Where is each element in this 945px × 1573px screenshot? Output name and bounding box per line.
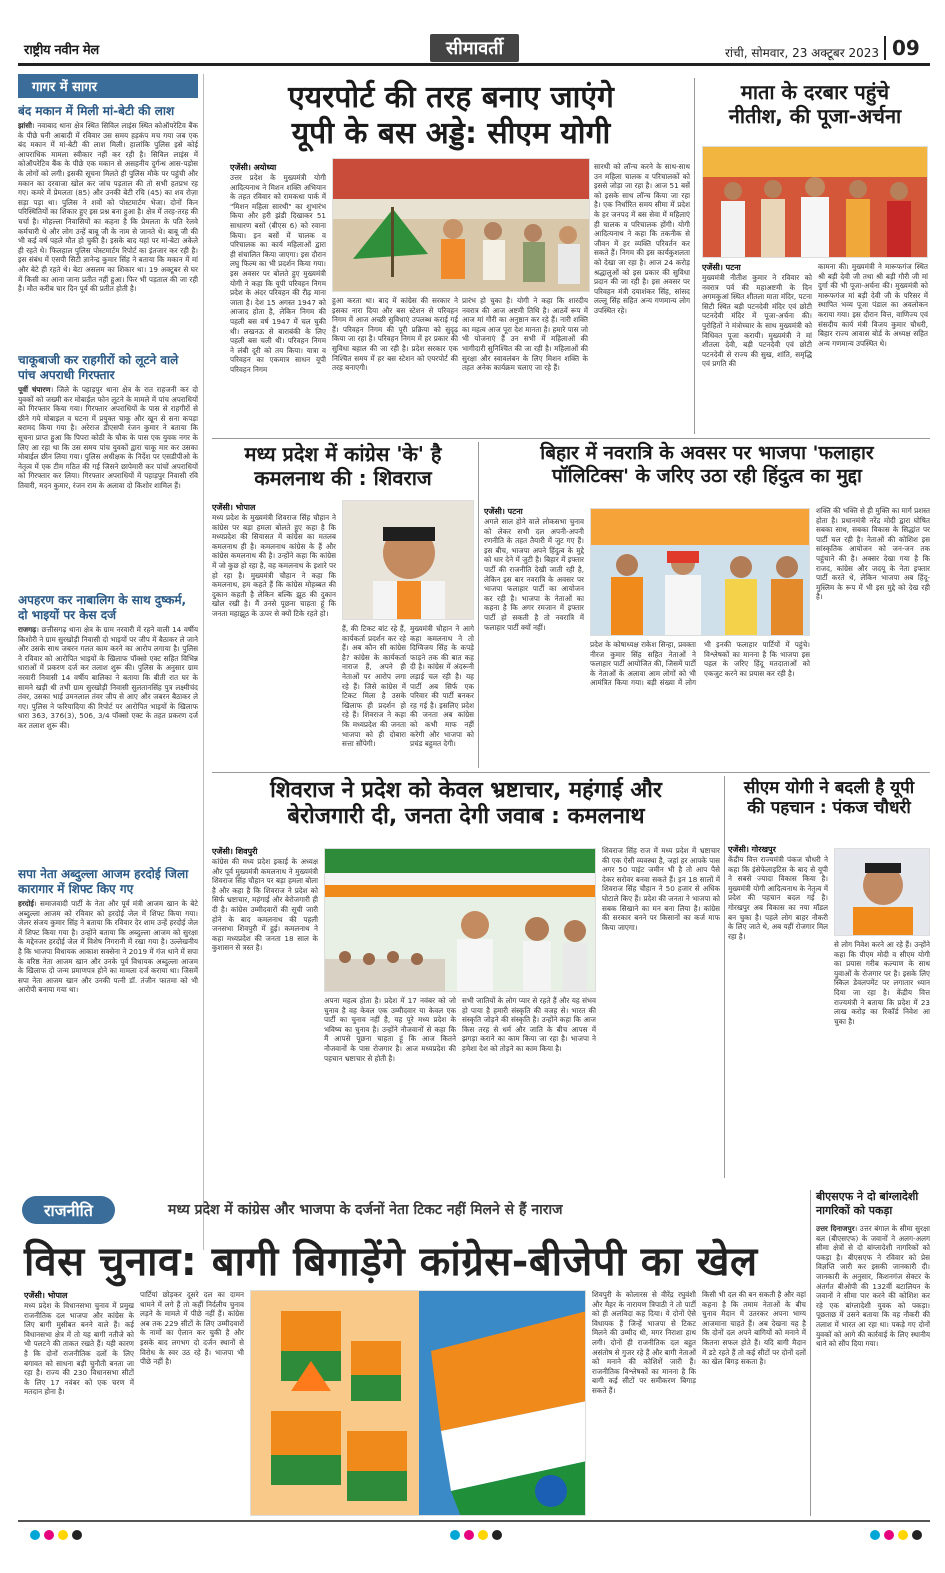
bsf-story <box>816 1190 930 1488</box>
section-rule <box>212 438 930 439</box>
politics-banner <box>18 1192 930 1226</box>
nitish-headline-line1: माता के दरबार पहुंचे <box>740 80 890 104</box>
rebels-headline: विस चुनाव: बागी बिगाड़ेंगे कांग्रेस-बीजेपी का खेल <box>24 1239 758 1285</box>
section-rule <box>212 772 930 773</box>
kamalnath-photo <box>324 848 596 992</box>
brief-story <box>18 104 198 347</box>
nitish-headline-line2: नीतीश, की पूजा-अर्चना <box>728 104 902 128</box>
politics-tag: राजनीति <box>22 1196 115 1224</box>
brief-body: झांसी। नवाबाद थाना क्षेत्र स्थित सिविल लाइंस स्थित कोऑपरेटिव बैंक के पीछे घनी आबादी में रविवार उस समय हड़कंप मच गया जब एक बंद मकान में मां-बेटी की लाश मिली। हालांकि पुलिस इसे कोई आपराधिक मामला स्वीकार नहीं कर रही है। सिविल लाइंस में कोऑपरेटिव बैंक के पीछे एक मकान से असहनीय दुर्गन्ध आस-पड़ोस के लोगों को लगी। इसकी सूचना मिलते ही पुलिस मौके पर पहुंची और मकान का दरवाजा खोल कर जांच पड़ताल की तो सभी हतप्रभ रह गए। कमरे में प्रेमलता (85) और उनकी बेटी रचि (45) का शव रोज़ा सड़ा पड़ा था। पुलिस ने शवों को पोस्टमार्टम भेजा। दोनों किन परिस्थितियों का शिकार हुए इस प्रश्न बना हुआ है। क्षेत्र में तरह-तरह की चर्चा है। मोहल्ला निवासियों का कहना है कि प्रेमलता के पति रेलवे कर्मचारी थे और लोग उन्हें बाबू जी के नाम से जानते थे। बाबू जी की भी कई वर्ष पहले मौत हो चुकी है। इसके बाद यहां पर मां-बेटा अकेले ही रहते थे। फिलहाल पुलिस पोस्टमार्टम रिपोर्ट का इंतजार कर रही है। इस संबंध में एसपी सिटी ज्ञानेन्द्र कुमार सिंह ने बताया कि मकान में मां और बेटे ही रहते थे। बेटा असलम का शिकार था। 19 अक्टूबर से घर में किसी का आना जाना प्रतीत नहीं हुआ। फिर भी पड़ताल की जा रही है। मौत करीब चार दिन पूर्व की प्रतीत होती है। <box>18 121 198 294</box>
byline: एजेंसी। पटना <box>484 507 523 516</box>
magenta-swatch <box>44 1530 54 1540</box>
brief-place: हरदोई <box>18 899 34 908</box>
bihar-col1: एजेंसी। पटना अगले साल होने वाले लोकसभा चुनाव को लेकर सभी दल अपनी-अपनी रणनीति के तहत तैयारी में जुट गए हैं। इस बीच, भाजपा अपने हिंदुत्व के मुद्दे को धार देने में जुटी है। बिहार में इफ्तार पार्टी की राजनीति देखी जाती रही है, लेकिन इस बार नवरात्रि के अवसर पर भाजपा फलाहार पार्टी का आयोजन कर रही है। भाजपा के नेताओं का कहना है कि अगर रमजान में इफ्तार पार्टी हो सकती है तो नवरात्रि में फलाहार पार्टी क्यों नहीं। <box>484 507 584 632</box>
byline: एजेंसी। अयोध्या <box>230 163 277 172</box>
brief-place: झांसी <box>18 121 33 130</box>
brief-place: राजगढ़ <box>18 625 37 634</box>
rebels-col1: एजेंसी। भोपाल मध्य प्रदेश के विधानसभा चुनाव में प्रमुख राजनीतिक दल भाजपा और कांग्रेस के लिए बागी मुसीबत बनने वाले हैं। कई विधानसभा क्षेत्र में तो यह बागी नतीजे को भी पलटने की ताकत रखते हैं। यही कारण है कि दोनों राजनीतिक दलों के लिए बगावत को साधना बड़ी चुनौती बनता जा रहा है। राज्य की 230 विधानसभा सीटों के लिए 17 नवंबर को एक चरण में मतदान होना है। <box>24 1291 134 1397</box>
byline: एजेंसी। भोपाल <box>24 1291 68 1300</box>
section-title: सीमावर्ती <box>430 34 519 62</box>
brief-story <box>18 353 198 587</box>
black-swatch <box>912 1530 922 1540</box>
dateline: रांची, सोमवार, 23 अक्टूबर 2023 <box>725 46 880 60</box>
page-number: 09 <box>884 36 920 60</box>
brief-headline: बंद मकान में मिली मां-बेटी की लाश <box>18 104 175 118</box>
column-divider <box>810 1190 811 1516</box>
bsf-body: उत्तर दिनाजपुर। उत्तर बंगाल के सीमा सुरक्षा बल (बीएसएफ) के जवानों ने अलग-अलग सीमा क्षेत्रों से दो बांग्लादेशी नागरिकों को पकड़ा है। बीएसएफ ने रविवार को प्रेस विज्ञप्ति जारी कर इसकी जानकारी दी। जानकारी के अनुसार, किशनगंज सेक्टर के अंतर्गत बीओपी की 132वीं बटालियन के जवानों ने सीमा पार करने की कोशिश कर रहे एक बांग्लादेशी युवक को पकड़ा। पूछताछ में उसने बताया कि वह नौकरी की तलाश में भारत आ रहा था। पकड़े गए दोनों युवकों को आगे की कार्रवाई के लिए स्थानीय थाने को सौंप दिया गया। <box>816 1224 930 1349</box>
kamalnath-col1: एजेंसी। शिवपुरी कांग्रेस की मध्य प्रदेश इकाई के अध्यक्ष और पूर्व मुख्यमंत्री कमलनाथ ने मुख्यमंत्री शिवराज सिंह चौहान पर बड़ा हमला बोला है और कहा है कि शिवराज ने प्रदेश को सिर्फ भ्रष्टाचार, महंगाई और बेरोजगारी ही दी है। कांग्रेस उम्मीदवारों की सूची जारी होने के बाद कमलनाथ की पहली जनसभा शिवपुरी में हुई। कमलनाथ ने कहा मध्यप्रदेश की जनता 18 साल के कुशासन से त्रस्त है। <box>212 847 318 953</box>
pankaj-headline-line1: सीएम योगी ने बदली है यूपी <box>743 778 915 798</box>
airport-photo <box>332 158 590 292</box>
bihar-col2: प्रदेश के कोषाध्यक्ष राकेश सिन्हा, प्रवक्ता नीरज कुमार सिंह सहित नेताओं ने फलाहार पार्टी आयोजित की, जिसमें पार्टी के नेताओं के अलावा आम लोगों को भी आमंत्रित किया गया। बड़ी संख्या में लोग भी इनकी फलाहार पार्टियों में पहुंचे। विश्लेषकों का मानना है कि भाजपा इस पहल के जरिए हिंदू मतदाताओं को एकजुट करने का प्रयास कर रही है। <box>590 640 810 688</box>
cyan-swatch <box>450 1530 460 1540</box>
kamalnath-story <box>212 778 720 831</box>
brief-place: पूर्वी चंपारण <box>18 385 51 394</box>
airport-col2: हुआ करता था। बाद में कांग्रेस की सरकार ने इसका नारा दिया और बस स्टेशन से परिवहन निगम में आज अच्छी सुविधाएं उपलब्ध कराई गई हैं। परिवहन निगम की पूरी प्रक्रिया को सुदृढ़ किया जा रहा है। परिवहन निगम में हर प्रकार की सुविधा बहाल की जा रही है। प्रदेश सरकार एक निश्चित समय में हर बस स्टेशन को एयरपोर्ट की तरह बनाएगी। <box>332 296 458 373</box>
byline: एजेंसी। गोरखपुर <box>728 845 776 854</box>
airport-col3: प्रारंभ हो चुका है। योगी ने कहा कि शारदीय नवरात्र की आज अष्टमी तिथि है। आठवें रूप में आज मां गौरी का अनुष्ठान कर रहे हैं। नारी शक्ति का महत्व आज पूरा देश मानता है। हमारे पास जो भी योजनाएं हैं उन सभी में महिलाओं की भागीदारी सुनिश्चित की जा रही है। महिलाओं की सुरक्षा और स्वावलंबन के लिए मिशन शक्ति के तहत अनेक कार्यक्रम चलाए जा रहे हैं। <box>462 296 588 373</box>
byline: एजेंसी। शिवपुरी <box>212 847 258 856</box>
newspaper-logo: राष्ट्रीय नवीन मेल <box>24 43 99 58</box>
airport-col1: एजेंसी। अयोध्या उत्तर प्रदेश के मुख्यमंत्री योगी आदित्यनाथ ने मिशन शक्ति अभियान के तहत रविवार को रामकथा पार्क में "मिशन महिला सारथी" का शुभारंभ किया और हरी झंडी दिखाकर 51 साधारण बसों (बीएस 6) को रवाना किया। इन बसों में चालक व परिचालक का कार्य महिलाओं द्वारा ही संचालित किया जाएगा। इस दौरान लघु फिल्म का भी प्रदर्शन किया गया। इस अवसर पर बोलते हुए मुख्यमंत्री योगी ने कहा कि यूपी परिवहन निगम प्रदेश के अंदर परिवहन की रीढ़ माना जाता है। देश 15 अगस्त 1947 को आजाद होता है, लेकिन निगम की पहली बस वर्ष 1947 में चल चुकी थी। लखनऊ से बाराबंकी के लिए पहली बस चली थी। परिवहन निगम ने लंबी दूरी को तय किया। यात्रा व परिवहन का एकमात्र साधन यूपी परिवहन निगम <box>230 163 326 374</box>
pankaj-col1: एजेंसी। गोरखपुर केंद्रीय वित्त राज्यमंत्री पंकज चौधरी ने कहा कि इंसेफेलाइटिस के बाद से यूपी ने सबसे ज्यादा विकास किया है। मुख्यमंत्री योगी आदित्यनाथ के नेतृत्व में प्रदेश की पहचान बदल गई है। गोरखपुर अब विकास का नया मॉडल बन चुका है। पहले लोग बाहर नौकरी के लिए जाते थे, अब यहीं रोजगार मिल रहा है। <box>728 845 828 941</box>
magenta-swatch <box>884 1530 894 1540</box>
pankaj-col2: से लोग निवेश करने आ रहे हैं। उन्होंने कहा कि पीएम मोदी व सीएम योगी का प्रयास गरीब कल्याण के साथ युवाओं के रोजगार पर है। इसके लिए स्किल डेवलपमेंट पर लगातार ध्यान दिया जा रहा है। केंद्रीय वित्त राज्यमंत्री ने बताया कि प्रदेश में 23 लाख करोड़ का रिकॉर्ड निवेश आ चुका है। <box>834 940 930 1026</box>
magenta-swatch <box>464 1530 474 1540</box>
shivraj-photo <box>342 500 474 620</box>
bihar-headline-line2: पॉलिटिक्स' के जरिए उठा रही हिंदुत्व का मुद्दा <box>552 464 862 487</box>
shivraj-story <box>212 442 474 490</box>
yellow-swatch <box>898 1530 908 1540</box>
bihar-headline-line1: बिहार में नवरात्रि के अवसर पर भाजपा 'फलाहार <box>540 442 874 464</box>
brief-body: हरदोई। समाजवादी पार्टी के नेता और पूर्व मंत्री आजम खान के बेटे अब्दुल्ला आजम को रविवार को हरदोई जेल में शिफ्ट किया गया। जेलर संजय कुमार सिंह ने बताया कि रविवार देर शाम उन्हें हरदोई जेल में शिफ्ट किया गया है। उन्होंने बताया कि अब्दुल्ला आजम को सुरक्षा के मद्देनजर हरदोई जेल में विशेष निगरानी में रखा गया है। उल्लेखनीय है कि भाजपा विधायक आकाश सक्सेना ने 2019 में गंज थाने में सपा के वरिष्ठ नेता आजम खान और उनके पूर्व विधायक अब्दुल्ला आजम के खिलाफ दो जन्म प्रमाणपत्र होने का मामला दर्ज कराया था। जिसमें सपा नेता आजम खान और उनकी पत्नी डॉ. तंजीन फातमा को भी आरोपी बनाया गया था। <box>18 899 198 995</box>
byline: एजेंसी। पटना <box>702 263 741 272</box>
byline: एजेंसी। भोपाल <box>212 503 256 512</box>
bihar-story <box>484 442 930 488</box>
bsf-headline: बीएसएफ ने दो बांग्लादेशी नागरिकों को पकड़ा <box>816 1190 919 1217</box>
airport-story <box>212 80 690 152</box>
nitish-photo <box>702 146 928 258</box>
pankaj-story <box>728 778 930 819</box>
kamalnath-col4: शिवराज सिंह राज में मध्य प्रदेश में भ्रष्टाचार की एक ऐसी व्यवस्था है, जहां हर आपके पास अगर 50 पाइंट जमीन भी है तो आप पैसे देकर सरोवर बनवा सकते हैं। इन 18 सालों में शिवराज सिंह चौहान ने 50 हजार से अधिक घोटाले किए हैं। प्रदेश की जनता ने भाजपा को सबक सिखाने का मन बना लिया है। कांग्रेस की सरकार बनने पर किसानों का कर्ज माफ किया जाएगा। <box>602 846 720 932</box>
airport-col4: सारथी को लॉन्च करने के साथ-साथ उन महिला चालक व परिचालकों को इससे जोड़ा जा रहा है। आज 51 बसें को इसके साथ लॉन्च किया जा रहा है। एक निर्धारित समय सीमा में प्रदेश के हर जनपद में बस सेवा में महिलाएं ही चालक व परिचालक होंगी। योगी आदित्यनाथ ने कहा कि तकनीक से जीवन में हर व्यक्ति परिवर्तन कर सकते हैं। निगम की इस कार्यकुशलता को देखा जा रहा है। आज 24 करोड़ श्रद्धालुओं को इस प्रकार की सुविधा प्रदान की जा रही है। इस अवसर पर परिवहन मंत्री दयाशंकर सिंह, सांसद लल्लू सिंह सहित अन्य गणमान्य लोग उपस्थित रहे। <box>594 162 690 315</box>
brief-story <box>18 593 198 861</box>
black-swatch <box>72 1530 82 1540</box>
kamalnath-headline-line1: शिवराज ने प्रदेश को केवल भ्रष्टाचार, महंगाई और <box>270 778 662 803</box>
cyan-swatch <box>870 1530 880 1540</box>
color-marks-center <box>448 1525 504 1544</box>
briefs-tag: गागर में सागर <box>18 74 198 98</box>
color-marks-left <box>28 1525 84 1544</box>
pankaj-headline-line2: की पहचान : पंकज चौधरी <box>747 798 911 819</box>
color-marks-right <box>868 1525 924 1544</box>
airport-headline-line1: एयरपोर्ट की तरह बनाए जाएंगे <box>288 80 614 115</box>
black-swatch <box>492 1530 502 1540</box>
rebels-col3: शिवपुरी के कोलारस से वीरेंद्र रघुवंशी और मैहर के नारायण त्रिपाठी ने तो पार्टी को ही अलविदा कह दिया। ये दोनों ऐसे विधायक हैं जिन्हें भाजपा से टिकट मिलने की उम्मीद थी, मगर निराशा हाथ लगी। दोनों ही राजनीतिक दल बहुत असंतोष से गुजर रहे हैं और बागी नेताओं को मनाने की कोशिशें जारी हैं। राजनीतिक विश्लेषकों का मानना है कि बागी कई सीटों पर समीकरण बिगाड़ सकते हैं। <box>592 1290 696 1395</box>
cyan-swatch <box>30 1530 40 1540</box>
print-registration-strip <box>18 1520 930 1538</box>
bihar-col3: शक्ति की भक्ति से ही मुक्ति का मार्ग प्रशस्त होता है। प्रधानमंत्री नरेंद्र मोदी द्वारा घोषित सबका साथ, सबका विकास के सिद्धांत पर पार्टी चल रही है। नेताओं की कोशिश इस सांस्कृतिक आयोजन को जन-जन तक पहुंचाने की है। अक्सर देखा गया है कि राजद, कांग्रेस और जदयू के नेता इफ्तार पार्टी करते थे, लेकिन भाजपा अब हिंदू-मुस्लिम के रूप में भी इस मुद्दे को देख रही है। <box>816 506 930 602</box>
bihar-photo <box>590 508 810 636</box>
airport-headline-line2: यूपी के बस अड्डे: सीएम योगी <box>291 116 611 151</box>
shivraj-headline-line1: मध्य प्रदेश में कांग्रेस 'के' है <box>244 442 442 466</box>
brief-body: पूर्वी चंपारण। जिले के पहाड़पुर थाना क्षेत्र के रात राहजनी कर दो युवकों को जख्मी कर मोबाईल फोन लूटने के मामले में पांच अपराधियों को गिरफ्तार किया गया। गिरफ्तार अपराधियों के पास से राहगीरों से छीने गये मोबाइल व घटना में प्रयुक्त चाकू और खून से सना कपड़ा बरामद किया गया है। अरेराज डीएसपी रंजन कुमार ने बताया कि सूचना प्राप्त हुआ कि पिपरा कोठी के चौक के पास एक युवक नगर के लिए आ रहा था कि उस समय पांच युवकों द्वारा चाकू मार कर उसका मोबाईल छीन लिया गया। पुलिस अधीक्षक के निर्देश पर एसडीपीओ के नेतृत्व में एक टीम गठित की गई जिसने छापेमारी कर पांचों अपराधियों को गिरफ्तार कर लिया। गिरफ्तार अपराधियों में पहाड़पुर निवासी रवि तिवारी, मदन कुमार, रंजन राम के अलावा दो किशोर शामिल हैं। <box>18 385 198 490</box>
bsf-place: उत्तर दिनाजपुर <box>816 1224 855 1233</box>
kamalnath-headline-line2: बेरोजगारी दी, जनता देगी जवाब : कमलनाथ <box>287 804 645 830</box>
left-briefs-column <box>18 74 204 1250</box>
nitish-col1: एजेंसी। पटना मुख्यमंत्री नीतीश कुमार ने रविवार को नवरात्र पर्व की महाअष्टमी के दिन अगमकुआं स्थित शीतला माता मंदिर, पटना सिटी स्थित बड़ी पटनदेवी मंदिर एवं छोटी पटनदेवी मंदिर में पूजा-अर्चना की। पुरोहितों ने मंत्रोच्चार के साथ मुख्यमंत्री को विधिवत पूजा करायी। मुख्यमंत्री ने मां शीतला देवी, बड़ी पटनदेवी एवं छोटी पटनदेवी से राज्य की सुख, शांति, समृद्धि एवं प्रगति की <box>702 263 812 369</box>
column-divider <box>724 776 725 1178</box>
shivraj-col1: एजेंसी। भोपाल मध्य प्रदेश के मुख्यमंत्री शिवराज सिंह चौहान ने कांग्रेस पर बड़ा हमला बोलते हुए कहा है कि मध्यप्रदेश की सियासत में कांग्रेस का मतलब कमलनाथ ही है। कमलनाथ कांग्रेस के हैं और कांग्रेस कमलनाथ की है। उन्होंने कहा कि कांग्रेस में जो कुछ हो रहा है, वह कमलनाथ के इशारे पर हो रहा है। मुख्यमंत्री चौहान ने कहा कि कमलनाथ, हम कहते हैं कि कांग्रेस मोहब्बत की दुकान कहती है लेकिन बल्कि झूठ की दुकान खोल रखी है। मैं उनसे पूछना चाहता हूं कि जनता महाझूठ के ऊपर से क्यों टिके रहते हो। <box>212 503 336 618</box>
brief-headline: चाकूबाजी कर राहगीरों को लूटने वाले पांच अपराधी गिरफ्तार <box>18 353 179 382</box>
nitish-story <box>700 80 930 128</box>
pankaj-photo <box>834 848 930 936</box>
shivraj-col3: मुख्यमंत्री चौहान ने आगे कहा कमलनाथ ने तो दिग्विजय सिंह के कपड़े फाड़ने तक की बात कह दी है। कांग्रेस में अंदरूनी लड़ाई चल रही है। यह पार्टी अब सिर्फ एक परिवार की पार्टी बनकर रह गई है। इसलिए प्रदेश की जनता अब कांग्रेस को कभी माफ नहीं करेगी और भाजपा को प्रचंड बहुमत देगी। <box>410 624 474 749</box>
yellow-swatch <box>478 1530 488 1540</box>
brief-headline: अपहरण कर नाबालिग के साथ दुष्कर्म, दो भाइयों पर केस दर्ज <box>18 593 187 622</box>
shivraj-col2: हैं, की टिकट बांट रहे हैं, कार्यकर्ता प्रदर्शन कर रहे हैं। अब कौन सी कांग्रेस है? कांग्रेस के कार्यकर्ता नाराज हैं, अपने ही नेताओं पर आरोप लगा रहे हैं। जिसे कांग्रेस में टिकट मिला है उसके खिलाफ ही प्रदर्शन हो रहे हैं। शिवराज ने कहा कि मध्यप्रदेश की जनता भाजपा को ही दोबारा सत्ता सौंपेगी। <box>342 624 406 749</box>
column-divider <box>694 78 695 434</box>
brief-headline: सपा नेता अब्दुल्ला आजम हरदोई जिला कारागार में शिफ्ट किए गए <box>18 867 189 896</box>
rebels-photo <box>250 1290 586 1516</box>
column-divider <box>478 442 479 768</box>
masthead <box>18 28 930 66</box>
kamalnath-col2: अपना महत्व होता है। प्रदेश में 17 नवंबर को जो चुनाव है वह केवल एक उम्मीदवार या केवल एक पार्टी का चुनाव नहीं है, यह पूरे मध्य प्रदेश के भविष्य का चुनाव है। उन्होंने नौजवानों से कहा कि मैं आपसे पूछना चाहता हूं कि आज कितने नौजवानों के पास रोजगार है। आज मध्यप्रदेश की पहचान भ्रष्टाचार से होती है। <box>324 996 456 1063</box>
brief-body: राजगढ़। छत्तीसगढ़ थाना क्षेत्र के ग्राम नरवारी में रहने वाली 14 वर्षीय किशोरी ने ग्राम सुरखोड़ी निवासी दो भाइयों पर जीप में बैठाकर ले जाने और उसके साथ जबरन गलत काम करने का आरोप लगाया है। पुलिस ने रविवार को आरोपित भाइयों के खिलाफ पॉक्सो एक्ट सहित विभिन्न धाराओं में प्रकरण दर्ज कर तलाश शुरू की। पुलिस के अनुसार ग्राम नरवारी निवासी 14 वर्षीय बालिका ने बताया कि बीती रात घर के सामने खड़ी थी तभी ग्राम सुरखोड़ी निवासी सुलतानसिंह पुत्र लक्ष्मीचंद तंवर, उसका भाई उमनलाल तंवर जीप से आए और जबरन बैठाकर ले गए। पुलिस ने फरियादिया की रिपोर्ट पर आरोपित भाइयों के खिलाफ धारा 363, 376(3), 506, 3/4 पॉक्सो एक्ट के तहत प्रकरण दर्ज कर तलाश शुरू की। <box>18 625 198 730</box>
kamalnath-col3: सभी जातियों के लोग प्यार से रहते हैं और यह संभव हो पाया है हमारी संस्कृति की वजह से। भारत की संस्कृति जोड़ने की संस्कृति है। उन्होंने कहा कि आज किस तरह से धर्म और जाति के बीच आपस में झगड़ा कराने का काम किया जा रहा है। भाजपा ने हमेशा देश को तोड़ने का काम किया है। <box>462 996 596 1053</box>
brief-story <box>18 867 198 1167</box>
shivraj-headline-line2: कमलनाथ की : शिवराज <box>254 466 432 490</box>
rebels-col4: किसी भी दल की बन सकती है और वहां कहना है कि तमाम नेताओं के बीच चुनाव मैदान में उतरकर अपना भाग्य आजमाना चाहते हैं। अब देखना यह है कि दोनों दल अपने बागियों को मनाने में कितना सफल होते हैं। यदि बागी मैदान में डटे रहते हैं तो कई सीटों पर दोनों दलों का खेल बिगड़ सकता है। <box>702 1290 806 1367</box>
rebels-col2: पार्टियां छोड़कर दूसरे दल का दामन थामने में लगे हैं तो कहीं निर्दलीय चुनाव लड़ने के मामले में पीछे नहीं हैं। कांग्रेस अब तक 229 सीटों के लिए उम्मीदवारों के नामों का ऐलान कर चुकी है और इसके बाद लगभग दो दर्जन स्थानों से विरोध के स्वर उठ रहे हैं। भाजपा भी पीछे नहीं है। <box>140 1290 244 1367</box>
politics-subhead: मध्य प्रदेश में कांग्रेस और भाजपा के दर्जनों नेता टिकट नहीं मिलने से हैं नाराज <box>168 1202 563 1218</box>
yellow-swatch <box>58 1530 68 1540</box>
nitish-col2: कामना की। मुख्यमंत्री ने मारूफगंज स्थित श्री बड़ी देवी जी तथा श्री बड़ी गौरी जी मां दुर्गा की भी पूजा-अर्चना की। मुख्यमंत्री को मारूफगंज मां बड़ी देवी जी के परिसर में स्थापित भव्य पूजा पंडाल का अवलोकन कराया गया। इस दौरान वित्त, वाणिज्य एवं संसदीय कार्य मंत्री विजय कुमार चौधरी, बिहार राज्य आवास बोर्ड के अध्यक्ष सहित अन्य गणमान्य उपस्थित थे। <box>818 262 928 348</box>
